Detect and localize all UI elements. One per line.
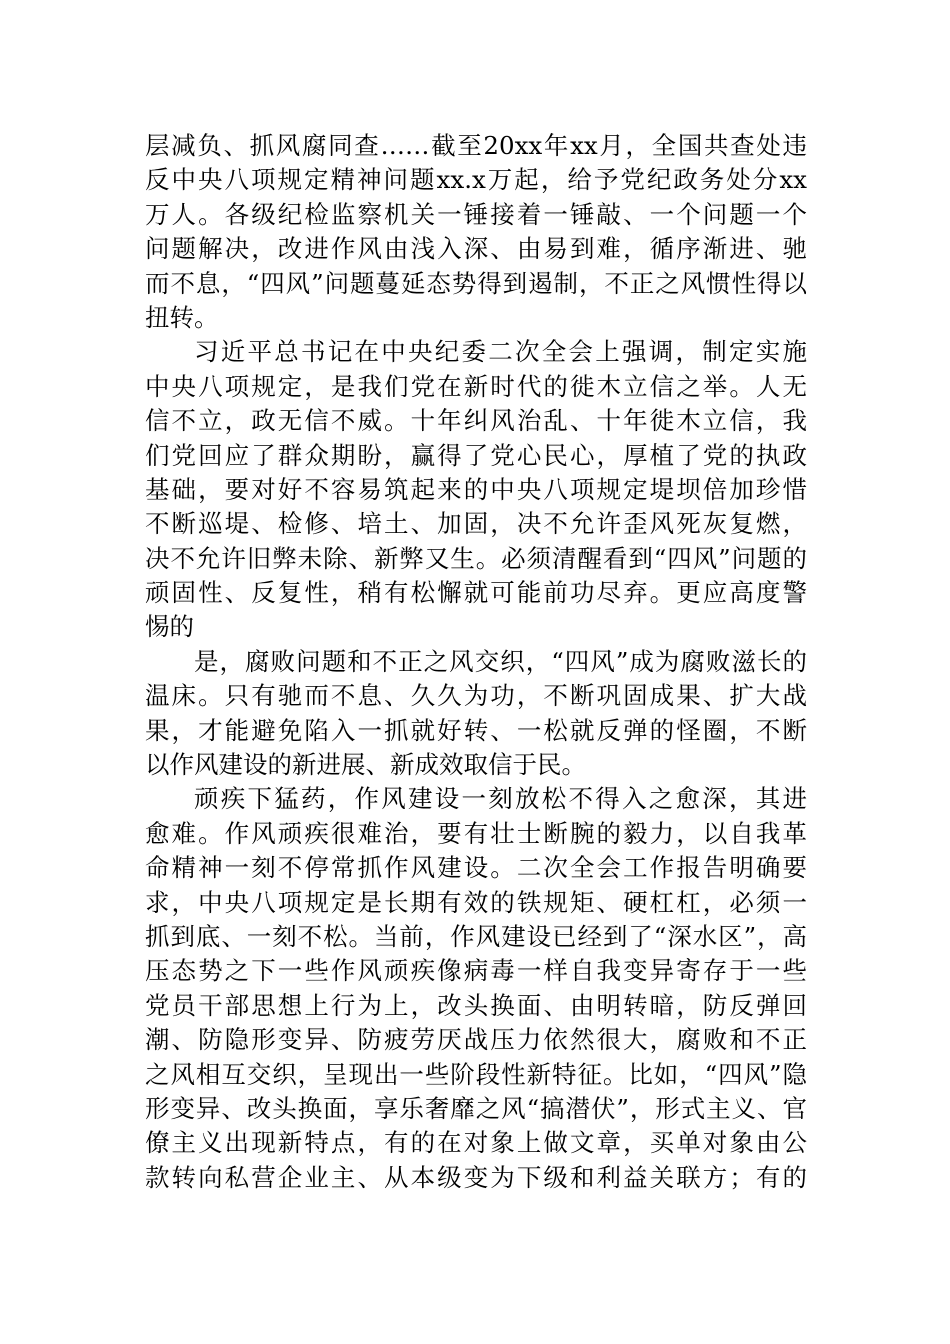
text-line: 以作风建设的新进展、新成效取信于民。 bbox=[145, 750, 586, 780]
text-line: 愈难。作风顽疾很难治，要有壮士断腕的毅力，以自我革 bbox=[145, 818, 807, 848]
text-line: 万人。各级纪检监察机关一锤接着一锤敲、一个问题一个 bbox=[145, 199, 807, 229]
paragraph-start-line: 顽疾下猛药，作风建设一刻放松不得入之愈深，其进 bbox=[194, 784, 807, 814]
text-line: 顽固性、反复性，稍有松懈就可能前功尽弃。更应高度警 bbox=[145, 578, 807, 608]
paragraph-start-line: 是，腐败问题和不正之风交织，“四风”成为腐败滋长的 bbox=[194, 646, 807, 676]
text-line: 不断巡堤、检修、培土、加固，决不允许歪风死灰复燃， bbox=[145, 509, 807, 539]
text-line: 扭转。 bbox=[145, 302, 219, 332]
text-line: 基础，要对好不容易筑起来的中央八项规定堤坝倍加珍惜 bbox=[145, 474, 807, 504]
text-line: 形变异、改头换面，享乐奢靡之风“搞潜伏”，形式主义、官 bbox=[145, 1093, 807, 1123]
text-line: 求，中央八项规定是长期有效的铁规矩、硬杠杠，必须一 bbox=[145, 887, 807, 917]
text-line: 决不允许旧弊未除、新弊又生。必须清醒看到“四风”问题的 bbox=[145, 543, 807, 573]
text-line: 压态势之下一些作风顽疾像病毒一样自我变异寄存于一些 bbox=[145, 956, 807, 986]
text-line: 之风相互交织，呈现出一些阶段性新特征。比如，“四风”隐 bbox=[145, 1059, 807, 1089]
text-line: 层减负、抓风腐同查……截至20xx年xx月，全国共查处违 bbox=[145, 131, 807, 160]
text-line: 惕的 bbox=[145, 612, 194, 642]
text-line: 党员干部思想上行为上，改头换面、由明转暗，防反弹回 bbox=[145, 990, 807, 1020]
text-line: 而不息，“四风”问题蔓延态势得到遏制，不正之风惯性得以 bbox=[145, 268, 807, 298]
text-line: 们党回应了群众期盼，赢得了党心民心，厚植了党的执政 bbox=[145, 440, 807, 470]
text-line: 潮、防隐形变异、防疲劳厌战压力依然很大，腐败和不正 bbox=[145, 1025, 807, 1055]
text-line: 温床。只有驰而不息、久久为功，不断巩固成果、扩大战 bbox=[145, 681, 807, 711]
text-line: 命精神一刻不停常抓作风建设。二次全会工作报告明确要 bbox=[145, 853, 807, 883]
text-line: 反中央八项规定精神问题xx.x万起，给予党纪政务处分xx bbox=[145, 165, 807, 195]
text-line: 款转向私营企业主、从本级变为下级和利益关联方；有的 bbox=[145, 1162, 807, 1192]
paragraph-start-line: 习近平总书记在中央纪委二次全会上强调，制定实施 bbox=[194, 337, 807, 367]
text-line: 抓到底、一刻不松。当前，作风建设已经到了“深水区”，高 bbox=[145, 921, 807, 951]
body-text bbox=[145, 129, 807, 1195]
text-line: 中央八项规定，是我们党在新时代的徙木立信之举。人无 bbox=[145, 371, 807, 401]
text-line: 果，才能避免陷入一抓就好转、一松就反弹的怪圈，不断 bbox=[145, 715, 807, 745]
text-line: 问题解决，改进作风由浅入深、由易到难，循序渐进、驰 bbox=[145, 234, 807, 264]
text-line: 僚主义出现新特点，有的在对象上做文章，买单对象由公 bbox=[145, 1128, 807, 1158]
text-line: 信不立，政无信不威。十年纠风治乱、十年徙木立信，我 bbox=[145, 406, 807, 436]
